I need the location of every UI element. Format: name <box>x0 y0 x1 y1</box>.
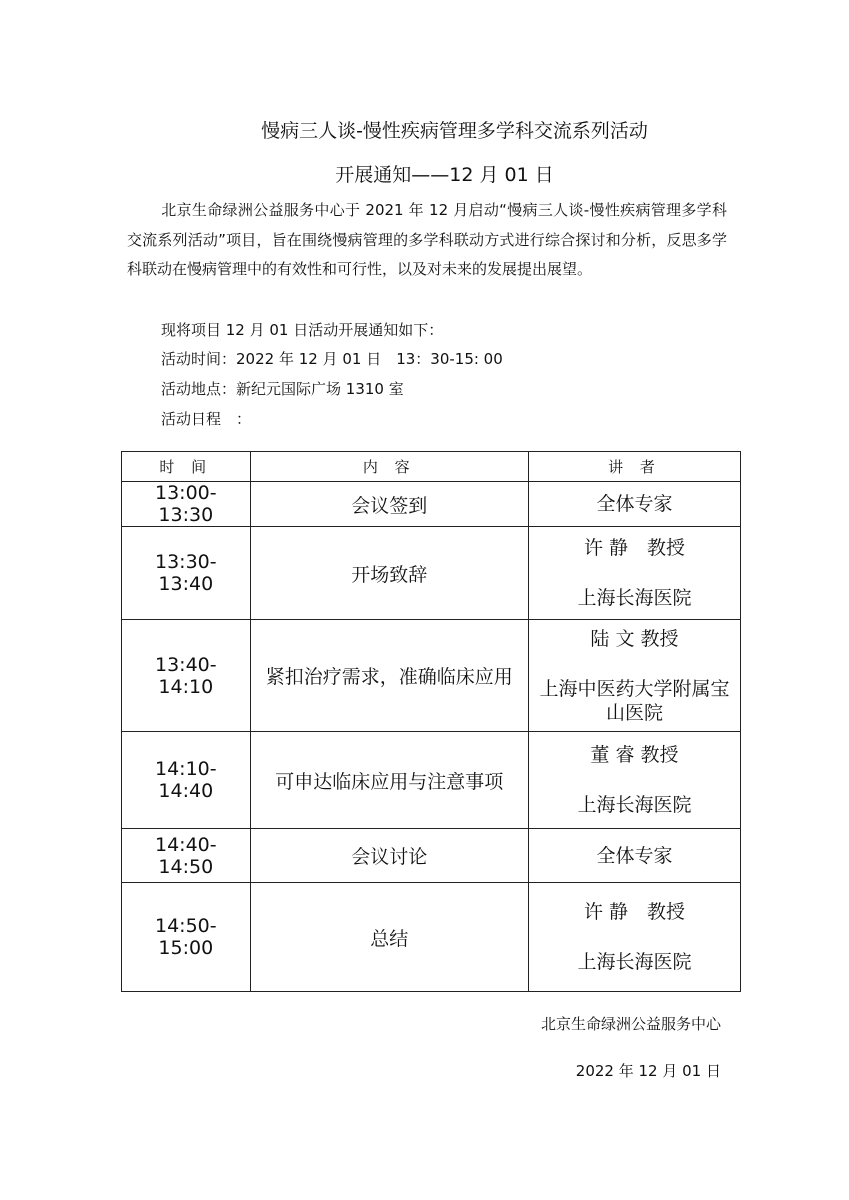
row-speaker <box>528 527 740 620</box>
row-time: 14:40-14:50 <box>122 829 251 883</box>
spacer <box>535 560 734 586</box>
row-time: 13:30-13:40 <box>122 527 251 620</box>
row-time: 13:40-14:10 <box>122 620 251 732</box>
row-speaker <box>528 482 740 527</box>
row-content: 可申达临床应用与注意事项 <box>250 732 528 829</box>
header-time: 时 间 <box>122 452 251 482</box>
row-content: 总结 <box>250 883 528 992</box>
speaker-name: 全体专家 <box>596 493 673 515</box>
table-header-row <box>122 452 741 482</box>
row-time: 13:00-13:30 <box>122 482 251 527</box>
speaker-affiliation: 上海长海医院 <box>577 951 692 973</box>
speaker-affiliation: 上海长海医院 <box>577 794 692 816</box>
speaker-name: 陆 文 教授 <box>590 627 679 650</box>
footer-date: 2022 年 12 月 01 日 <box>575 1062 721 1080</box>
row-time: 14:50-15:00 <box>122 883 251 992</box>
intro-paragraph <box>127 196 727 285</box>
table-row <box>122 527 741 620</box>
speaker-name: 许 静 教授 <box>583 901 685 923</box>
spacer <box>535 924 734 950</box>
table-row <box>122 620 741 732</box>
speaker-name: 董 睿 教授 <box>590 744 679 766</box>
schedule-table <box>121 451 741 992</box>
row-content: 会议讨论 <box>250 829 528 883</box>
table-row <box>122 829 741 883</box>
speaker-name: 许 静 教授 <box>583 537 685 559</box>
speaker-affiliation: 上海中医药大学附属宝山医院 <box>539 677 730 724</box>
intro-text: 北京生命绿洲公益服务中心于 2021 年 12 月启动“慢病三人谈-慢性疾病管理多学科交流系列活动”项目，旨在围绕慢病管理的多学科联动方式进行综合探讨和分析，反思多学科联动在慢病管理中的有效性和可行性，以及对未来的发展提出展望。 <box>127 201 727 278</box>
agenda-line: 活动日程 ： <box>161 410 252 428</box>
table-row <box>122 883 741 992</box>
title-line-2: 开展通知——12 月 01 日 <box>335 164 554 186</box>
place-line: 活动地点：新纪元国际广场 1310 室 <box>161 380 404 398</box>
row-content: 开场致辞 <box>250 527 528 620</box>
row-content: 会议签到 <box>250 482 528 527</box>
notice-line: 现将项目 12 月 01 日活动开展通知如下： <box>161 321 444 339</box>
table-row <box>122 732 741 829</box>
table-row <box>122 482 741 527</box>
time-line: 活动时间：2022 年 12 月 01 日 13：30-15: 00 <box>161 350 503 368</box>
row-content: 紧扣治疗需求，准确临床应用 <box>250 620 528 732</box>
spacer <box>535 651 734 677</box>
title-line-1: 慢病三人谈-慢性疾病管理多学科交流系列活动 <box>261 120 648 142</box>
row-speaker <box>528 620 740 732</box>
row-time: 14:10-14:40 <box>122 732 251 829</box>
spacer <box>535 767 734 793</box>
speaker-affiliation: 上海长海医院 <box>577 587 692 609</box>
footer-org: 北京生命绿洲公益服务中心 <box>540 1015 721 1033</box>
row-speaker <box>528 883 740 992</box>
row-speaker <box>528 732 740 829</box>
row-speaker <box>528 829 740 883</box>
header-speaker: 讲 者 <box>528 452 740 482</box>
header-content: 内 容 <box>250 452 528 482</box>
speaker-name: 全体专家 <box>596 844 673 867</box>
